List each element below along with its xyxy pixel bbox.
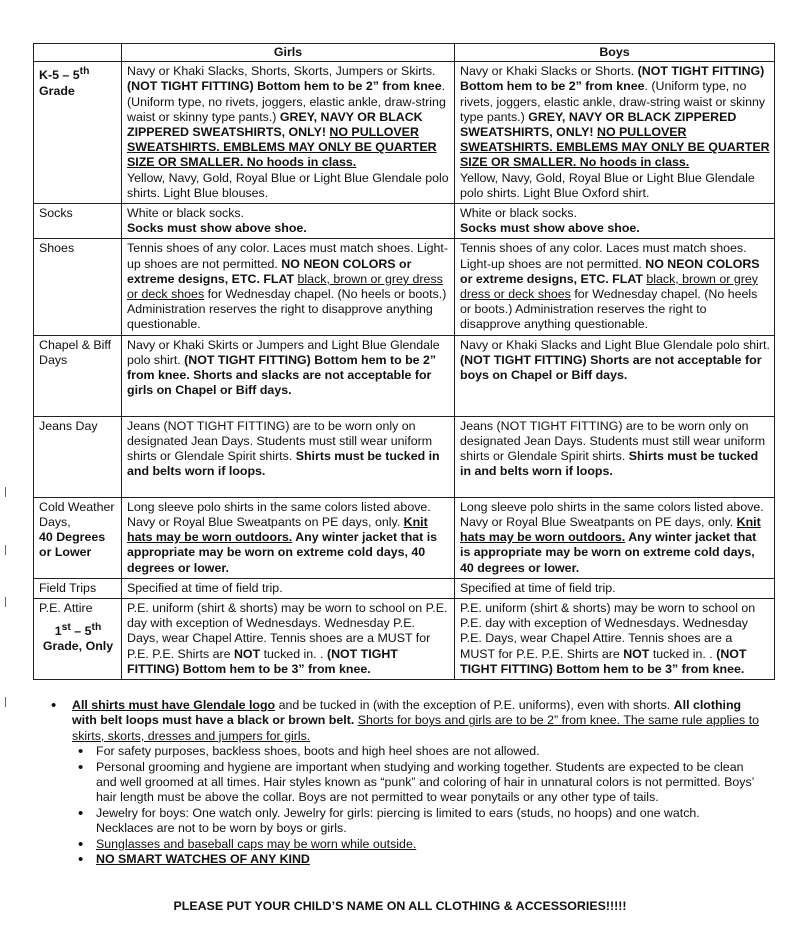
text-bold: All clothing with belt loops must have a black or brown belt. (72, 698, 742, 728)
margin-mark (5, 487, 6, 497)
text-underline: Shorts for boys and girls are to be 2” from knee. The same rule applies to skirts, skorts, dresses and jumpers for girls. (72, 713, 760, 743)
text-bold: NOT (233, 646, 261, 661)
text-underline: black, brown or grey dress or deck shoes (460, 271, 758, 302)
header-girls: Girls (122, 44, 455, 62)
text: Long sleeve polo shirts in the same colors listed above. Navy or Royal Blue Sweatpants on PE days, only. (460, 499, 764, 529)
text: P.E. uniform (shirt & shorts) may be worn to school on P.E. day with exception of Wednesdays. Wednesday P.E. Days, wear Chapel Attire. Tennis shoes are a MUST for P.E. P.E. Shirts are (127, 600, 448, 661)
text: Navy or Khaki Slacks or Shorts. (460, 64, 638, 79)
label-cold-bold: 40 Degrees or Lower (39, 530, 106, 560)
header-blank (34, 44, 122, 62)
cell-chapel-girls (122, 335, 455, 416)
row-grade (34, 62, 775, 204)
text-bold-underline: NO PULLOVER SWEATSHIRTS. EMBLEMS MAY ONLY BE QUARTER SIZE OR SMALLER. No hoods in class. (460, 125, 770, 170)
text: tucked in. . (260, 646, 327, 661)
text: Tennis shoes of any color. Laces must match shoes. Light-up shoes are not permitted. (460, 241, 747, 271)
label-shoes: Shoes (34, 239, 122, 335)
text: Navy or Khaki Slacks, Shorts, Skorts, Jumpers or Skirts. (127, 64, 436, 79)
text: P.E. uniform (shirt & shorts) may be worn to school on P.E. day with exception of Wednesdays. Wednesday P.E. Days, wear Chapel Attire. Tennis shoes are a MUST for P.E. P.E. Shirts are (460, 600, 756, 661)
label-field-trips: Field Trips (34, 578, 122, 598)
text: Yellow, Navy, Gold, Royal Blue or Light Blue Glendale polo shirts. Light Blue blouses. (127, 170, 449, 200)
text: Jeans (NOT TIGHT FITTING) are to be worn only on designated Jean Days. Students must still wear uniform shirts or Glendale Spirit shirts. (460, 418, 766, 464)
text-bold: Shirts must be tucked in and belts worn if loops. (460, 449, 759, 479)
text-bold: GREY, NAVY OR BLACK ZIPPERED SWEATSHIRTS, ONLY! (127, 109, 423, 140)
text: Tennis shoes of any color. Laces must match shoes. Light-up shoes are not permitted. (127, 241, 448, 271)
text: for Wednesday chapel. (No heels or boots.) Administration reserves the right to disapprove anything questionable. (460, 287, 758, 332)
sup: th (91, 622, 102, 634)
margin-mark (5, 597, 6, 607)
row-cold (34, 497, 775, 578)
text: . (Uniform type, no rivets, joggers, elastic ankle, draw-string waist or skinny type pants.) (127, 79, 446, 124)
cell-socks-girls (122, 204, 455, 239)
label-chapel: Chapel & Biff Days (34, 335, 122, 416)
text-bold-underline: All shirts must have Glendale logo (72, 698, 276, 712)
note-safety: • For safety purposes, backless shoes, boots and high heel shoes are not allowed. (72, 744, 760, 759)
sup: st (61, 622, 71, 634)
dress-code-table (33, 43, 775, 680)
cell-socks-boys (455, 204, 775, 239)
note-main (48, 698, 760, 867)
header-boys: Boys (455, 44, 775, 62)
text-underline: Sunglasses and baseball caps may be worn while outside. (96, 836, 417, 851)
text-bold: (NOT TIGHT FITTING) Bottom hem to be 3” from knee. (460, 646, 747, 676)
text-bold-underline: NO SMART WATCHES OF ANY KIND (96, 852, 310, 867)
margin-mark (5, 545, 6, 555)
cell-cold-boys (455, 497, 775, 578)
text: White or black socks. (460, 206, 578, 221)
text-bold-underline: NO PULLOVER SWEATSHIRTS. EMBLEMS MAY ONLY BE QUARTER SIZE OR SMALLER. No hoods in class. (127, 125, 437, 170)
label-grade-sup: th (79, 66, 90, 78)
text: – 5 (70, 624, 92, 639)
label-grade-text-2: Grade (39, 83, 75, 98)
note-jewelry: • Jewelry for boys: One watch only. Jewelry for girls: piercing is limited to ears (studs, no hoops) and one watch. Necklaces are not to be worn by boys or girls. (72, 806, 760, 837)
text-bold: NOT (623, 646, 650, 661)
margin-mark (5, 697, 6, 707)
text-underline: black, brown or grey dress or deck shoes (127, 271, 443, 302)
text-bold: (NOT TIGHT FITTING) Bottom hem to be 2” from knee (460, 64, 765, 94)
row-chapel (34, 335, 775, 416)
label-grade (34, 62, 122, 204)
text: . (Uniform type, no rivets, joggers, elastic ankle, draw-string waist or skinny type pants.) (460, 79, 766, 124)
text-bold-underline: Knit hats may be worn outdoors. (127, 514, 428, 545)
text-bold: Shirts must be tucked in and belts worn if loops. (127, 449, 440, 479)
cell-jeans-boys (455, 416, 775, 497)
text: Grade, Only (42, 639, 114, 654)
label-socks: Socks (34, 204, 122, 239)
cell-shoes-boys (455, 239, 775, 335)
footer-note: PLEASE PUT YOUR CHILD’S NAME ON ALL CLOTHING & ACCESSORIES!!!!! (173, 899, 627, 913)
label-jeans: Jeans Day (34, 416, 122, 497)
cell-pe-boys (455, 598, 775, 679)
text: 1 (54, 624, 62, 639)
label-cold-text: Cold Weather Days, (39, 499, 115, 529)
notes-sub-list (72, 744, 760, 867)
text-bold: (NOT TIGHT FITTING) Bottom hem to be 2” from knee. Shorts and slacks are not acceptable for girls on Chapel or Biff days. (127, 352, 437, 398)
text: Navy or Khaki Skirts or Jumpers and Light Blue Glendale polo shirt. (127, 337, 440, 367)
note-smart-watches (72, 852, 760, 867)
text-bold: Any winter jacket that is appropriate may be worn on extreme cold days, 40 degrees or lower. (127, 530, 438, 575)
cell-jeans-girls (122, 416, 455, 497)
cell-shoes-girls (122, 239, 455, 335)
cell-cold-girls (122, 497, 455, 578)
row-jeans (34, 416, 775, 497)
row-pe (34, 598, 775, 679)
row-socks (34, 204, 775, 239)
text-bold: (NOT TIGHT FITTING) Bottom hem to be 2” from knee (127, 79, 442, 94)
text: Yellow, Navy, Gold, Royal Blue or Light Blue Glendale polo shirts. Light Blue Oxford shirt. (460, 170, 755, 200)
text-bold-underline: Knit hats may be worn outdoors. (460, 514, 761, 545)
cell-pe-girls (122, 598, 455, 679)
cell-field-boys: Specified at time of field trip. (455, 578, 775, 598)
text-bold: (NOT TIGHT FITTING) Bottom hem to be 3” from knee. (127, 646, 398, 676)
text-bold: Socks must show above shoe. (460, 221, 640, 236)
cell-grade-boys (455, 62, 775, 204)
text-bold: (NOT TIGHT FITTING) Shorts are not acceptable for boys on Chapel or Biff days. (460, 352, 762, 383)
notes-list (48, 698, 760, 867)
text: tucked in. . (649, 646, 717, 661)
label-pe-grade (39, 620, 117, 655)
label-pe-text: P.E. Attire (39, 600, 93, 615)
text: White or black socks. (127, 206, 245, 221)
label-pe (34, 598, 122, 679)
cell-grade-girls (122, 62, 455, 204)
text-bold: GREY, NAVY OR BLACK ZIPPERED SWEATSHIRTS, ONLY! (460, 109, 737, 140)
cell-field-girls: Specified at time of field trip. (122, 578, 455, 598)
text-bold: Socks must show above shoe. (127, 221, 307, 236)
text-bold: NO NEON COLORS or extreme designs, ETC. FLAT (460, 256, 760, 286)
row-shoes (34, 239, 775, 335)
note-sunglasses (72, 837, 760, 852)
text-bold: NO NEON COLORS or extreme designs, ETC. FLAT (127, 256, 412, 286)
text: and be tucked in (with the exception of P.E. uniforms), even with shorts. (275, 698, 674, 712)
row-field-trips (34, 578, 775, 598)
text: Long sleeve polo shirts in the same colors listed above. Navy or Royal Blue Sweatpants on PE days, only. (127, 499, 431, 529)
header-row (34, 44, 775, 62)
label-grade-text: K-5 – 5 (39, 68, 80, 83)
note-grooming: • Personal grooming and hygiene are important when studying and working together. Students are expected to be clean and well groomed at all times. Hair styles known as “punk” and coloring of hair in unnatural colors is not permitted. Boys’ hair length must be above the collar. Boys are not permitted to wear ponytails or any other type of tails. (72, 760, 760, 806)
text: for Wednesday chapel. (No heels or boots.) Administration reserves the right to disapprove anything questionable. (127, 287, 447, 332)
text: Navy or Khaki Slacks and Light Blue Glendale polo shirt. (460, 337, 770, 352)
cell-chapel-boys (455, 335, 775, 416)
text-bold: Any winter jacket that is appropriate may be worn on extreme cold days, 40 degrees or lower. (460, 530, 757, 575)
label-cold (34, 497, 122, 578)
text: Jeans (NOT TIGHT FITTING) are to be worn only on designated Jean Days. Students must still wear uniform shirts or Glendale Spirit shirts. (127, 418, 433, 464)
